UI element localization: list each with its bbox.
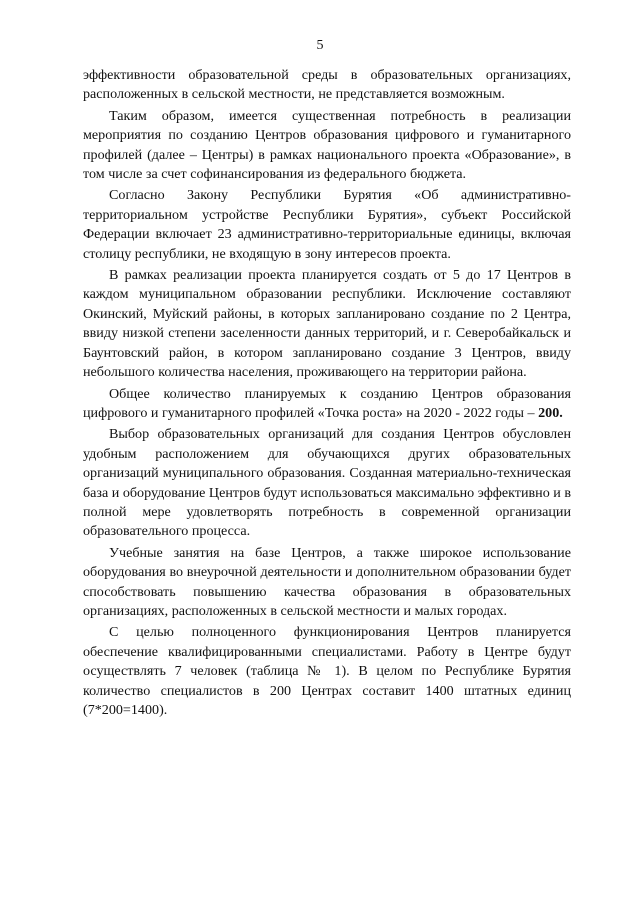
paragraph-3: Согласно Закону Республики Бурятия «Об административно-территориальном устройстве Республики Бурятия», субъект Российской Федерации включает 23 административно-территориальные единицы, включая столицу республики, не входящую в зону интересов проекта. (83, 187, 571, 262)
paragraph-5 (83, 385, 571, 424)
paragraph-5-text: Общее количество планируемых к созданию Центров образования цифрового и гуманитарного профилей «Точка роста» на 2020 - 2022 годы – (83, 385, 571, 421)
paragraph-7: Учебные занятия на базе Центров, а также широкое использование оборудования во внеурочной деятельности и дополнительном образовании будет способствовать повышению качества образования в образовательных организациях, расположенных в сельской местности и малых городах. (83, 544, 571, 619)
paragraph-1: эффективности образовательной среды в образовательных организациях, расположенных в сельской местности, не представляется возможным. (83, 67, 571, 103)
total-centers-count: 200. (538, 404, 563, 421)
paragraph-8: С целью полноценного функционирования Центров планируется обеспечение квалифицированными специалистами. Работу в Центре будут осуществлять 7 человек (таблица № 1). В целом по Республике Бурятия количество специалистов в 200 Центрах составит 1400 штатных единиц (7*200=1400). (83, 624, 571, 718)
document-body (83, 66, 571, 722)
paragraph-6: Выбор образовательных организаций для создания Центров обусловлен удобным расположением для обучающихся других образовательных организаций муниципального образования. Созданная материально-техническая база и оборудование Центров будут использоваться максимально эффективно и в полной мере удовлетворять потребность в современной организации образовательного процесса. (83, 426, 572, 540)
paragraph-4: В рамках реализации проекта планируется создать от 5 до 17 Центров в каждом муниципальном образовании республики. Исключение составляют Окинский, Муйский районы, в которых запланировано создание по 2 Центра, ввиду низкой степени заселенности данных территорий, и г. Северобайкальск и Баунтовский район, в котором запланировано создание 3 Центров, ввиду небольшого количества населения, проживающего на территории района. (83, 267, 571, 381)
page-number: 5 (316, 38, 324, 53)
paragraph-2: Таким образом, имеется существенная потребность в реализации мероприятия по созданию Центров образования цифрового и гуманитарного профилей (далее – Центры) в рамках национального проекта «Образование», в том числе за счет софинансирования из федерального бюджета. (83, 107, 571, 183)
